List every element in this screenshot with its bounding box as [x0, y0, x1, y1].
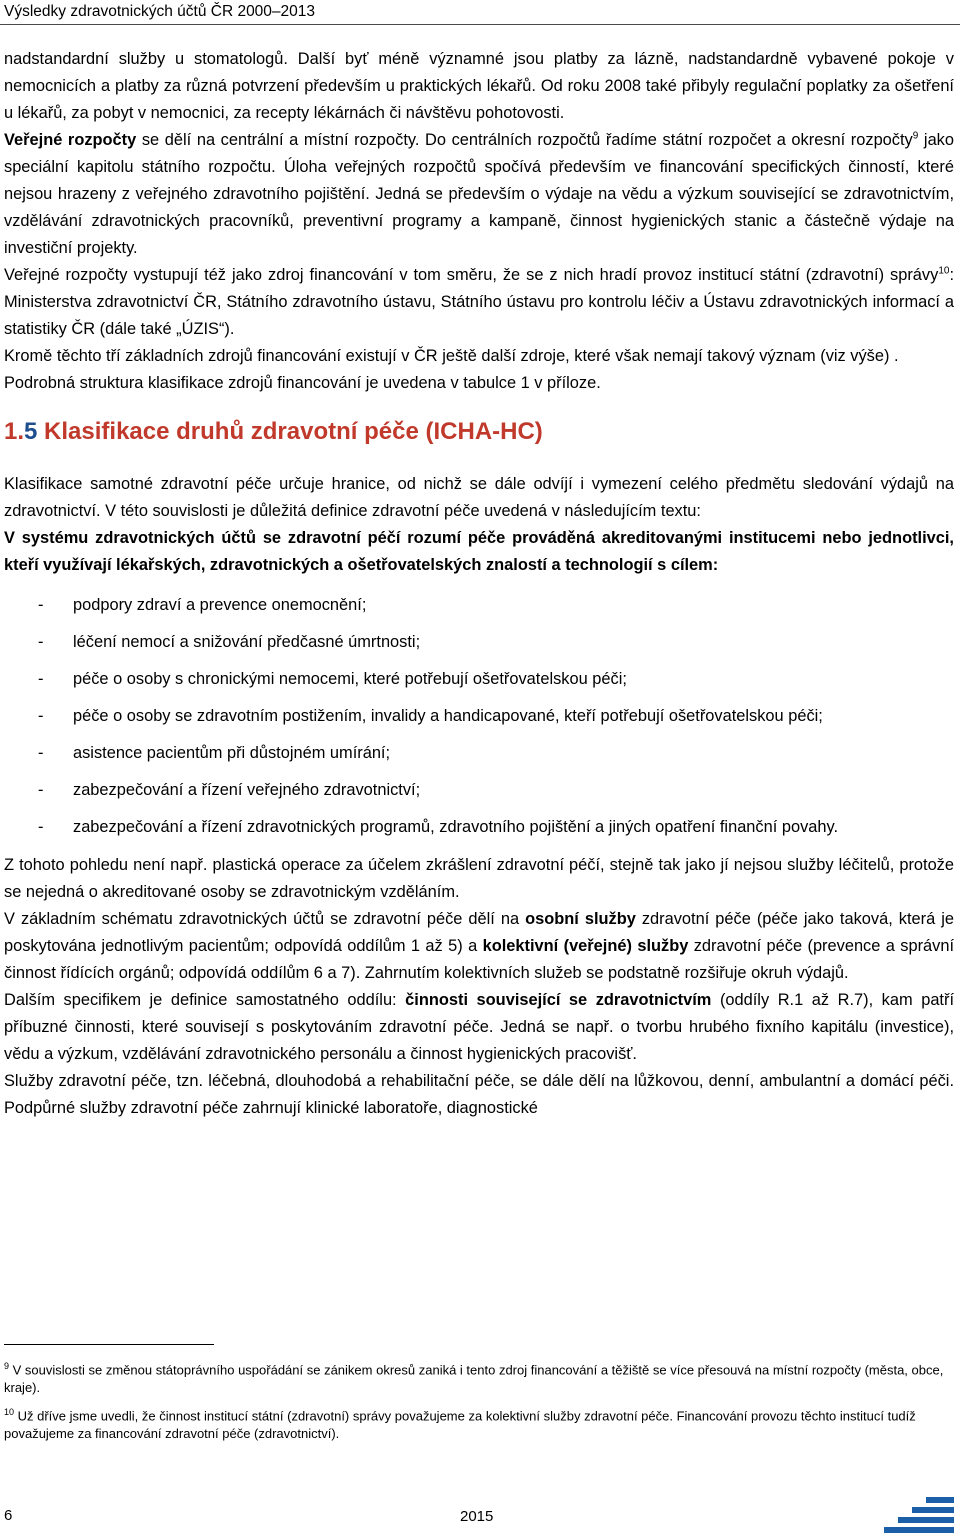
paragraph-state-administration	[4, 262, 954, 343]
footnote-9	[4, 1358, 954, 1396]
list-dash: -	[38, 818, 44, 836]
list-item	[4, 815, 954, 839]
paragraph-definition: V systému zdravotnických účtů se zdravotní péčí rozumí péče prováděná akreditovanými institucemi nebo jednotlivci, kteří využívají lékařských, zdravotnických a ošetřovatelských znalostí a technologií s cílem:	[4, 529, 954, 574]
footer-year: 2015	[460, 1508, 494, 1525]
paragraph-private-payments: nadstandardní služby u stomatologů. Další byť méně významné jsou platby za lázně, nadstandardně vybavené pokoje v nemocnicích a platby za různá potvrzení především u praktických lékařů. Od roku 2008 také přibyly regulační poplatky za ošetření u lékařů, za pobyt v nemocnici, za recepty lékárnách či návštěvu pohotovosti.	[4, 50, 954, 122]
paragraph-text: se dělí na centrální a místní rozpočty. Do centrálních rozpočtů řadíme státní rozpočet a okresní rozpočty	[136, 131, 913, 149]
section-title: Klasifikace druhů zdravotní péče (ICHA-HC)	[37, 418, 543, 445]
footnote-divider	[4, 1344, 214, 1345]
list-item-text: péče o osoby se zdravotním postižením, invalidy a handicapované, kteří potřebují ošetřovatelskou péči;	[73, 707, 823, 725]
paragraph-text: jako speciální kapitolu státního rozpočtu. Úloha veřejných rozpočtů spočívá především ve financování specifických činností, které nejsou hrazeny z veřejného zdravotního pojištění. Jedná se především o výdaje na vědu a výzkum související se zdravotnictvím, vzdělávání zdravotnických pracovníků, preventivní programy a kampaně, činnost hygienických stanic a částečně výdaje na investiční projekty.	[4, 131, 954, 257]
paragraph-classification-intro: Klasifikace samotné zdravotní péče určuje hranice, od nichž se dále odvíjí i vymezení celého předmětu sledování výdajů na zdravotnictví. V této souvislosti je důležitá definice zdravotní péče uvedená v následujícím textu:	[4, 475, 954, 520]
footnote-text: V souvislosti se změnou státoprávního uspořádání se zánikem okresů zaniká i tento zdroj financování a těžiště se více přesouvá na místní rozpočty (města, obce, kraje).	[4, 1362, 944, 1395]
list-item	[4, 778, 954, 802]
running-header: Výsledky zdravotnických účtů ČR 2000–2013	[4, 3, 316, 20]
footnote-text: Už dříve jsme uvedli, že činnost institucí státní (zdravotní) správy považujeme za kolektivní služby zdravotní péče. Financování provozu těchto institucí tudíž považujeme za financování zdravotní péče (zdravotnictví).	[4, 1408, 916, 1442]
footnote-mark: 10	[4, 1407, 15, 1418]
term-personal-services: osobní služby	[525, 910, 636, 928]
footnote-ref-10[interactable]: 10	[938, 265, 950, 277]
list-item	[4, 667, 954, 691]
paragraph-related-activities	[4, 987, 954, 1068]
term-related-activities: činnosti související se zdravotnictvím	[405, 991, 712, 1009]
footnote-mark: 9	[4, 1361, 10, 1371]
list-dash: -	[38, 670, 44, 688]
paragraph-text: Veřejné rozpočty vystupují též jako zdroj financování v tom směru, že se z nich hradí provoz institucí státní (zdravotní) správy	[4, 266, 939, 284]
footnote-ref-9[interactable]: 9	[912, 130, 919, 142]
list-dash: -	[38, 744, 44, 762]
paragraph-other-sources: Kromě těchto tří základních zdrojů financování existují v ČR ještě další zdroje, které však nemají takový význam (viz výše) .	[4, 347, 899, 365]
objectives-list	[4, 593, 954, 839]
paragraph-table-reference: Podrobná struktura klasifikace zdrojů financování je uvedena v tabulce 1 v příloze.	[4, 374, 601, 392]
page-number: 6	[4, 1507, 13, 1524]
paragraph-care-services: Služby zdravotní péče, tzn. léčebná, dlouhodobá a rehabilitační péče, se dále dělí na lůžkovou, denní, ambulantní a domácí péči. Podpůrné služby zdravotní péče zahrnují klinické laboratoře, diagnostické	[4, 1072, 954, 1117]
list-dash: -	[38, 633, 44, 651]
list-dash: -	[38, 596, 44, 614]
list-item-text: zabezpečování a řízení veřejného zdravotnictví;	[73, 781, 421, 799]
list-item-text: asistence pacientům při důstojném umírání;	[73, 744, 391, 762]
paragraph-text: (oddíly R.1 až R.7), kam patří příbuzné činnosti, které souvisejí s poskytováním zdravotní péče. Jedná se např. o tvorbu hrubého fixního kapitálu (investice), vědu a výzkum, vzdělávání zdravotnického personálu a činnost hygienických pracovišť.	[4, 991, 955, 1063]
paragraph-text: zdravotní péče (péče jako taková, která je poskytována jednotlivým pacientům; odpovídá oddílům 1 až 5) a	[4, 910, 954, 955]
section-number	[4, 418, 37, 445]
term-public-budgets: Veřejné rozpočty	[4, 131, 137, 149]
paragraph-plastic-surgery: Z tohoto pohledu není např. plastická operace za účelem zkrášlení zdravotní péčí, stejně tak jako jí nejsou služby léčitelů, protože se nejedná o akreditované osoby se zdravotnickým vzděláním.	[4, 856, 954, 901]
list-item	[4, 704, 954, 728]
section-number-major: 1.	[4, 418, 25, 445]
paragraph-text: zdravotní péče (prevence a správní činnost řídících orgánů; odpovídá oddílům 6 a 7). Zahrnutím kolektivních služeb se podstatně rozšiřuje okruh výdajů.	[4, 937, 955, 982]
paragraph-text: V základním schématu zdravotnických účtů se zdravotní péče dělí na	[4, 910, 526, 928]
paragraph-personal-collective	[4, 906, 954, 987]
footnote-10	[4, 1404, 954, 1442]
list-dash: -	[38, 781, 44, 799]
list-item	[4, 741, 954, 765]
section-number-minor: 5	[24, 418, 38, 445]
paragraph-text: : Ministerstva zdravotnictví ČR, Státního zdravotního ústavu, Státního ústavu pro kontrolu léčiv a Ústavu zdravotnických informací a statistiky ČR (dále také „ÚZIS“).	[4, 266, 954, 338]
list-item	[4, 630, 954, 654]
list-item-text: podpory zdraví a prevence onemocnění;	[73, 596, 367, 614]
header-divider	[0, 24, 960, 25]
list-item	[4, 593, 954, 617]
section-heading	[4, 417, 954, 447]
czech-statistical-office-logo-icon	[882, 1497, 954, 1533]
list-dash: -	[38, 707, 44, 725]
document-body	[4, 46, 954, 1122]
list-item-text: péče o osoby s chronickými nemocemi, které potřebují ošetřovatelskou péči;	[73, 670, 627, 688]
paragraph-text: Dalším specifikem je definice samostatného oddílu:	[4, 991, 406, 1009]
list-item-text: zabezpečování a řízení zdravotnických programů, zdravotního pojištění a jiných opatření finanční povahy.	[73, 818, 839, 836]
list-item-text: léčení nemocí a snižování předčasné úmrtnosti;	[73, 633, 421, 651]
term-collective-services: kolektivní (veřejné) služby	[482, 937, 689, 955]
paragraph-public-budgets	[4, 127, 954, 262]
footnotes	[4, 1358, 954, 1451]
